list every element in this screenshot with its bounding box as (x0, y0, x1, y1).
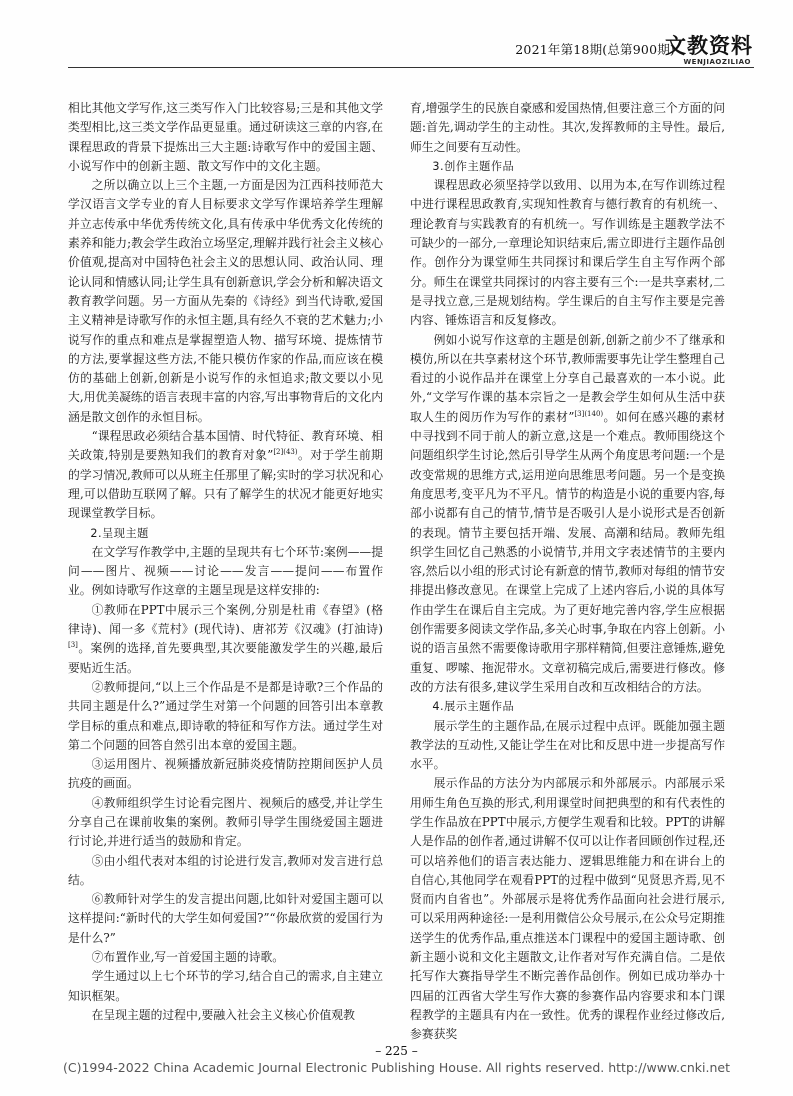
journal-issue: 2021年第18期(总第900期) (515, 42, 675, 57)
paragraph: ⑥教师针对学生的发言提出问题,比如针对爱国主题可以这样提问:“新时代的大学生如何爱国?”“你最欣赏的爱国行为是什么?” (68, 892, 383, 945)
paragraph (410, 331, 725, 698)
citation-superscript: [3] (68, 641, 78, 650)
paragraph: 相比其他文学写作,这三类写作入门比较容易;三是和其他文学类型相比,这三类文学作品更显重。通过研读这三章的内容,在课程思政的背景下提炼出三大主题:诗歌写作中的爱国主题、小说写作中的创新主题、散文写作中的文化主题。 (68, 101, 383, 173)
paragraph: 在文学写作教学中,主题的呈现共有七个环节:案例——提问——图片、视频——讨论——发言——提问——布置作业。例如诗歌写作这章的主题呈现是这样安排的: (68, 544, 383, 598)
text-span: 例如小说写作这章的主题是创新,创新之前少不了继承和模仿,所以在共享素材这个环节,教师需要事先让学生整理自己看过的小说作品并在课堂上分享自己最喜欢的一本小说。此外,“文学写作课的基本宗旨之一是教会学生如何从生活中获取人生的阅历作为写作的素材” (410, 332, 725, 424)
text-span: 。对于学生前期的学习情况,教师可以从班主任那里了解;实时的学习状况和心理,可以借助互联网了解。只有了解学生的状况才能更好地实现课堂教学目标。 (68, 448, 383, 521)
paragraph: 在呈现主题的过程中,要融入社会主义核心价值观教 (91, 1007, 355, 1022)
journal-brand-logo: 文教资料 (665, 33, 753, 58)
section-heading: 3.创作主题作品 (432, 159, 515, 173)
paragraph: ④教师组织学生讨论看完图片、视频后的感受,并让学生分享自己在课前收集的案例。教师引导学生围绕爱国主题进行讨论,并进行适当的鼓励和肯定。 (68, 795, 383, 849)
citation-superscript: [2](43) (273, 448, 298, 457)
paragraph: 学生通过以上七个环节的学习,结合自己的需求,自主建立知识框架。 (68, 969, 383, 1003)
section-heading: 4.展示主题作品 (432, 700, 515, 714)
paragraph: 课程思政必须坚持学以致用、以用为本,在写作训练过程中进行课程思政教育,实现知性教育与德行教育的有机统一、理论教育与实践教育的有机统一。写作训练是主题教学法不可缺少的一部分,一章理论知识结束后,需立即进行主题作品创作。创作分为课堂师生共同探讨和课后学生自主写作两个部分。师生在课堂共同探讨的内容主要有三个:一是共享素材,二是寻找立意,三是规划结构。学生课后的自主写作主要是完善内容、锤炼语言和反复修改。 (410, 178, 725, 328)
right-column (410, 99, 725, 1042)
text-span: “课程思政必须结合基本国情、时代特征、教育环境、相关政策,特别是要熟知我们的教育对象” (68, 429, 383, 463)
text-span: 。如何在感兴趣的素材中寻找到不同于前人的新立意,这是一个难点。教师围绕这个问题组织学生讨论,然后引导学生从两个角度思考问题:一个是改变常规的思维方式,运用逆向思维思考问题。另一个是变换角度思考,变平凡为不平凡。情节的构造是小说的重要内容,每部小说都有自己的情节,情节是否吸引人是小说形式是否创新的表现。情节主要包括开端、发展、高潮和结局。教师先组织学生回忆自己熟悉的小说情节,并用文字表述情节的主要内容,然后以小组的形式讨论有新意的情节,教师对每组的情节安排提出修改意见。在课堂上完成了上述内容后,小说的具体写作由学生在课后自主完成。为了更好地完善内容,学生应根据创作需要多阅读文学作品,多关心时事,争取在内容上创新。小说的语言虽然不需要像诗歌用字那样精简,但要注意锤炼,避免重复、啰嗦、拖泥带水。文章初稿完成后,需要进行修改。修改的方法有很多,建议学生采用自改和互改相结合的方法。 (410, 409, 725, 694)
page-header (0, 0, 793, 70)
left-column (68, 99, 383, 1024)
header-rule (68, 67, 754, 68)
paragraph: 展示作品的方法分为内部展示和外部展示。内部展示采用师生角色互换的形式,利用课堂时间把典型的和有代表性的学生作品放在PPT中展示,方便学生观看和比较。PPT的讲解人是作品的创作者,通过讲解不仅可以让作者回顾创作过程,还可以培养他们的语言表达能力、逻辑思维能力和在讲台上的自信心,其他同学在观看PPT的过程中做到“见贤思齐焉,见不贤而内自省也”。外部展示是将优秀作品面向社会进行展示,可以采用两种途径:一是利用微信公众号展示,在公众号定期推送学生的优秀作品,重点推送本门课程中的爱国主题诗歌、创新主题小说和文化主题散文,让作者对写作充满自信。二是依托写作大赛指导学生不断完善作品创作。例如已成功举办十四届的江西省大学生写作大赛的参赛作品内容要求和本门课程教学的主题具有内在一致性。优秀的课程作业经过修改后,参赛获奖 (410, 776, 725, 1042)
text-span: 。案例的选择,首先要典型,其次要能激发学生的兴趣,最后要贴近生活。 (68, 641, 383, 675)
paragraph: ⑤由小组代表对本组的讨论进行发言,教师对发言进行总结。 (68, 853, 383, 887)
paragraph: ②教师提问,“以上三个作品是不是都是诗歌?三个作品的共同主题是什么?”通过学生对第一个问题的回答引出本章教学目标的重点和难点,即诗歌的特征和写作方法。通过学生对第二个问题的回答自然引出本章的爱国主题。 (68, 679, 383, 752)
paragraph (68, 427, 383, 523)
paragraph: 育,增强学生的民族自豪感和爱国热情,但要注意三个方面的问题:首先,调动学生的主动性。其次,发挥教师的主导性。最后,师生之间要有互动性。 (410, 101, 725, 154)
paragraph: ⑦布置作业,写一首爱国主题的诗歌。 (91, 950, 285, 965)
journal-brand-pinyin: WENJIAOZILIAO (683, 58, 751, 66)
paragraph: 之所以确立以上三个主题,一方面是因为江西科技师范大学汉语言文学专业的育人目标要求文学写作课培养学生理解并立志传承中华优秀传统文化,具有传承中华优秀文化传统的素养和能力;教会学生政治立场坚定,理解并践行社会主义核心价值观,提高对中国特色社会主义的思想认同、政治认同、理论认同和情感认同;让学生具有创新意识,学会分析和解决语文教育教学问题。另一方面从先秦的《诗经》到当代诗歌,爱国主义精神是诗歌写作的永恒主题,具有经久不衰的艺术魅力;小说写作的重点和难点是掌握塑造人物、描写环境、提炼情节的方法,要掌握这些方法,不能只模仿作家的作品,而应该在模仿的基础上创新,创新是小说写作的永恒追求;散文要以小见大,用优美凝练的语言表现丰富的内容,写出事物背后的文化内涵是散文创作的永恒目标。 (68, 178, 383, 424)
paragraph: 展示学生的主题作品,在展示过程中点评。既能加强主题教学法的互动性,又能让学生在对比和反思中进一步提高写作水平。 (410, 718, 725, 772)
page-number: – 225 – (375, 1044, 418, 1058)
copyright-notice: (C)1994-2022 China Academic Journal Electronic Publishing House. All rights reserved. http://www.cnki.net (63, 1060, 730, 1075)
paragraph: ③运用图片、视频播放新冠肺炎疫情防控期间医护人员抗疫的画面。 (68, 757, 383, 791)
citation-superscript: [3](140) (574, 409, 604, 418)
text-span: ①教师在PPT中展示三个案例,分别是杜甫《春望》(格律诗)、闻一多《荒村》(现代诗)、唐祁芳《汉魂》(打油诗) (68, 602, 383, 637)
section-heading: 2.呈现主题 (90, 526, 149, 540)
paragraph (68, 601, 383, 678)
